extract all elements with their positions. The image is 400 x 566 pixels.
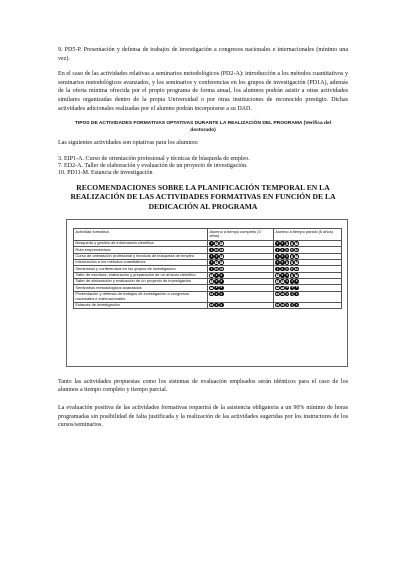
year-marker-filled: 4 bbox=[291, 285, 293, 290]
full-time-years-cell bbox=[208, 302, 274, 308]
year-marker-empty: 1 bbox=[276, 279, 279, 284]
year-markers bbox=[209, 279, 223, 284]
year-marker-empty: 1 bbox=[210, 272, 213, 277]
year-marker-filled: 3 bbox=[286, 285, 288, 290]
activity-cell: Búsqueda y gestión de información científica bbox=[74, 241, 208, 247]
year-marker-empty: 2 bbox=[215, 247, 218, 252]
year-marker-filled: 2 bbox=[215, 279, 218, 284]
activity-cell: Introducción a los métodos cuantitativos bbox=[74, 260, 208, 266]
year-marker-filled: 2 bbox=[215, 291, 218, 296]
year-markers bbox=[275, 279, 299, 284]
part-time-years-cell bbox=[273, 302, 341, 308]
year-marker-empty: 5 bbox=[295, 247, 298, 252]
year-marker-filled: 5 bbox=[295, 291, 298, 296]
year-marker-filled: 2 bbox=[281, 266, 284, 271]
year-marker-empty: 2 bbox=[281, 279, 284, 284]
year-marker-empty: 2 bbox=[215, 241, 218, 246]
planning-table-frame bbox=[66, 219, 348, 367]
year-marker-empty: 4 bbox=[291, 241, 293, 246]
header-activity: Actividad formativa bbox=[74, 228, 208, 240]
year-marker-empty: 2 bbox=[281, 302, 284, 307]
year-markers bbox=[275, 267, 299, 272]
optional-activities-list bbox=[58, 156, 348, 178]
header-full-time: Alumno a tiempo completo (3 años) bbox=[208, 228, 274, 240]
year-marker-empty: 4 bbox=[291, 266, 293, 271]
year-markers bbox=[209, 273, 223, 278]
year-marker-filled: 1 bbox=[276, 247, 279, 252]
year-markers bbox=[275, 273, 299, 278]
paragraph-pd5p: 9. PD5-P. Presentación y defensa de trabajos de investigación a congresos nacionales e internacionales (mínimo una vez). bbox=[58, 47, 348, 62]
paragraph-attendance: La evaluación positiva de las actividades formativas requerirá de la asistencia obligatoria a un 90% mínimo de horas programadas sin posibilidad de falta justificada y la realización de las actividades sugeridas por los instructores de los cursos/seminarios. bbox=[58, 404, 348, 429]
year-markers bbox=[209, 267, 223, 272]
part-time-years-cell bbox=[273, 291, 341, 302]
year-marker-empty: 5 bbox=[295, 266, 298, 271]
year-marker-filled: 3 bbox=[286, 279, 288, 284]
year-markers bbox=[275, 260, 299, 265]
year-marker-empty: 2 bbox=[281, 285, 284, 290]
optional-activities-heading: TIPOS DE ACTIVIDADES FORMATIVAS OPTATIVAS DURANTE LA REALIZACIÓN DEL PROGRAMA (Verifica del doctorado) bbox=[74, 121, 332, 133]
year-marker-filled: 1 bbox=[210, 253, 213, 258]
year-marker-empty: 1 bbox=[210, 285, 213, 290]
year-marker-filled: 2 bbox=[215, 272, 218, 277]
year-marker-filled: 3 bbox=[220, 279, 223, 284]
year-marker-empty: 2 bbox=[215, 260, 218, 265]
list-item: 10. PD11-M. Estancia de investigación bbox=[58, 169, 153, 176]
year-marker-empty: 4 bbox=[291, 260, 293, 265]
year-marker-filled: 2 bbox=[281, 272, 284, 277]
year-marker-empty: 1 bbox=[210, 291, 213, 296]
year-marker-filled: 3 bbox=[286, 291, 288, 296]
paragraph-seminars: En el caso de las actividades relativas a seminarios metodológicos (PD2-A): introducción a los métodos cuantitativos y seminarios metodológicos avanzados, y los seminarios y conferencias en los grupos de investigación (PD1A), además de la oferta mínima ofrecida por el propio programa de forma anual, los alumnos podrán asistir a otras actividades similares organizadas dentro de la propia Universidad o por otras instituciones de reconocido prestigio. Dichas actividades adicionales realizadas por el alumno podrán incorporarse a su DAD. bbox=[58, 71, 348, 112]
activity-cell: Ruta emprendedora bbox=[74, 247, 208, 253]
year-marker-filled: 1 bbox=[210, 266, 213, 271]
year-marker-empty: 1 bbox=[210, 302, 213, 307]
year-marker-filled: 5 bbox=[295, 285, 298, 290]
list-item: 7. ED2-A. Taller de elaboración y evaluación de un proyecto de investigación. bbox=[58, 162, 248, 169]
year-marker-empty: 4 bbox=[291, 253, 293, 258]
year-marker-filled: 3 bbox=[220, 272, 223, 277]
year-marker-filled: 3 bbox=[286, 272, 288, 277]
year-marker-filled: 4 bbox=[291, 279, 293, 284]
year-marker-filled: 2 bbox=[215, 302, 218, 307]
year-marker-empty: 5 bbox=[295, 253, 298, 258]
year-markers bbox=[275, 292, 299, 297]
year-marker-empty: 3 bbox=[286, 241, 288, 246]
year-marker-empty: 3 bbox=[220, 253, 223, 258]
year-marker-filled: 1 bbox=[276, 260, 279, 265]
year-markers bbox=[275, 248, 299, 253]
year-marker-filled: 2 bbox=[281, 241, 284, 246]
year-marker-empty: 3 bbox=[220, 260, 223, 265]
year-marker-empty: 3 bbox=[220, 266, 223, 271]
optional-intro: Las siguientes actividades son optativas para los alumnos: bbox=[58, 139, 199, 146]
year-marker-filled: 4 bbox=[291, 291, 293, 296]
year-markers bbox=[275, 254, 299, 259]
year-marker-empty: 2 bbox=[215, 266, 218, 271]
year-markers bbox=[209, 241, 223, 246]
year-marker-filled: 2 bbox=[281, 247, 284, 252]
year-marker-filled: 3 bbox=[220, 302, 223, 307]
year-marker-filled: 1 bbox=[276, 253, 279, 258]
table-header-row bbox=[74, 228, 342, 240]
planning-table bbox=[73, 228, 342, 309]
year-marker-filled: 1 bbox=[210, 241, 213, 246]
table-body bbox=[74, 241, 342, 309]
year-marker-empty: 1 bbox=[276, 302, 279, 307]
year-marker-empty: 4 bbox=[291, 272, 293, 277]
year-markers bbox=[209, 303, 223, 308]
year-marker-filled: 4 bbox=[291, 302, 293, 307]
year-marker-empty: 5 bbox=[295, 272, 298, 277]
year-marker-filled: 3 bbox=[286, 302, 288, 307]
year-markers bbox=[275, 286, 299, 291]
activity-cell: Seminarios y conferencias en los grupos de investigación bbox=[74, 266, 208, 272]
year-marker-filled: 3 bbox=[220, 285, 223, 290]
year-marker-empty: 3 bbox=[220, 247, 223, 252]
year-marker-filled: 2 bbox=[281, 253, 284, 258]
year-marker-filled: 1 bbox=[210, 260, 213, 265]
year-marker-empty: 2 bbox=[281, 291, 284, 296]
year-marker-empty: 1 bbox=[276, 285, 279, 290]
year-marker-empty: 4 bbox=[291, 247, 293, 252]
document-page bbox=[58, 46, 348, 430]
table-row bbox=[74, 302, 342, 308]
year-marker-empty: 3 bbox=[286, 260, 288, 265]
activity-cell: Seminarios metodológicos avanzados bbox=[74, 285, 208, 291]
year-marker-filled: 3 bbox=[286, 253, 288, 258]
header-part-time: Alumno a tiempo parcial (5 años) bbox=[273, 228, 341, 240]
paragraph-evaluation-systems: Tanto las actividades propuestas como los sistemas de evaluación empleados serán idénticos para el caso de los alumnos a tiempo completo y tiempo parcial. bbox=[58, 378, 348, 394]
activity-cell: Presentación y defensa de trabajos de investigación a congresos nacionales e internacionales bbox=[74, 291, 208, 302]
year-marker-empty: 1 bbox=[210, 279, 213, 284]
year-markers bbox=[209, 286, 223, 291]
activity-cell: Taller de escritura, elaboración y preparación de un artículo científico bbox=[74, 272, 208, 278]
year-marker-empty: 5 bbox=[295, 241, 298, 246]
year-marker-empty: 3 bbox=[220, 241, 223, 246]
year-markers bbox=[275, 241, 299, 246]
year-marker-filled: 1 bbox=[210, 247, 213, 252]
year-markers bbox=[209, 260, 223, 265]
year-marker-empty: 1 bbox=[276, 291, 279, 296]
full-time-years-cell bbox=[208, 291, 274, 302]
year-marker-empty: 3 bbox=[286, 247, 288, 252]
year-marker-filled: 1 bbox=[276, 266, 279, 271]
recommendations-heading: RECOMENDACIONES SOBRE LA PLANIFICACIÓN TEMPORAL EN LA REALIZACIÓN DE LAS ACTIVIDADES FORMATIVAS EN FUNCIÓN DE LA DEDICACIÓN AL PROGRAMA bbox=[70, 183, 336, 211]
activity-cell: Taller de elaboración y evaluación de un proyecto de investigación bbox=[74, 278, 208, 284]
year-marker-filled: 2 bbox=[215, 253, 218, 258]
year-marker-filled: 5 bbox=[295, 279, 298, 284]
table-row bbox=[74, 291, 342, 302]
year-marker-filled: 2 bbox=[281, 260, 284, 265]
activity-cell: Estancia de investigación bbox=[74, 302, 208, 308]
year-marker-empty: 3 bbox=[286, 266, 288, 271]
year-marker-filled: 3 bbox=[220, 291, 223, 296]
list-item: 3. EIP1-A. Curso de orientación profesional y técnicas de búsqueda de empleo. bbox=[58, 155, 250, 162]
year-markers bbox=[275, 303, 299, 308]
year-marker-filled: 5 bbox=[295, 302, 298, 307]
year-markers bbox=[209, 254, 223, 259]
year-marker-empty: 1 bbox=[276, 272, 279, 277]
year-markers bbox=[209, 292, 223, 297]
year-marker-filled: 2 bbox=[215, 285, 218, 290]
activity-cell: Curso de orientación profesional y técnicas de búsqueda de empleo bbox=[74, 253, 208, 259]
year-markers bbox=[209, 248, 223, 253]
year-marker-filled: 1 bbox=[276, 241, 279, 246]
year-marker-empty: 5 bbox=[295, 260, 298, 265]
